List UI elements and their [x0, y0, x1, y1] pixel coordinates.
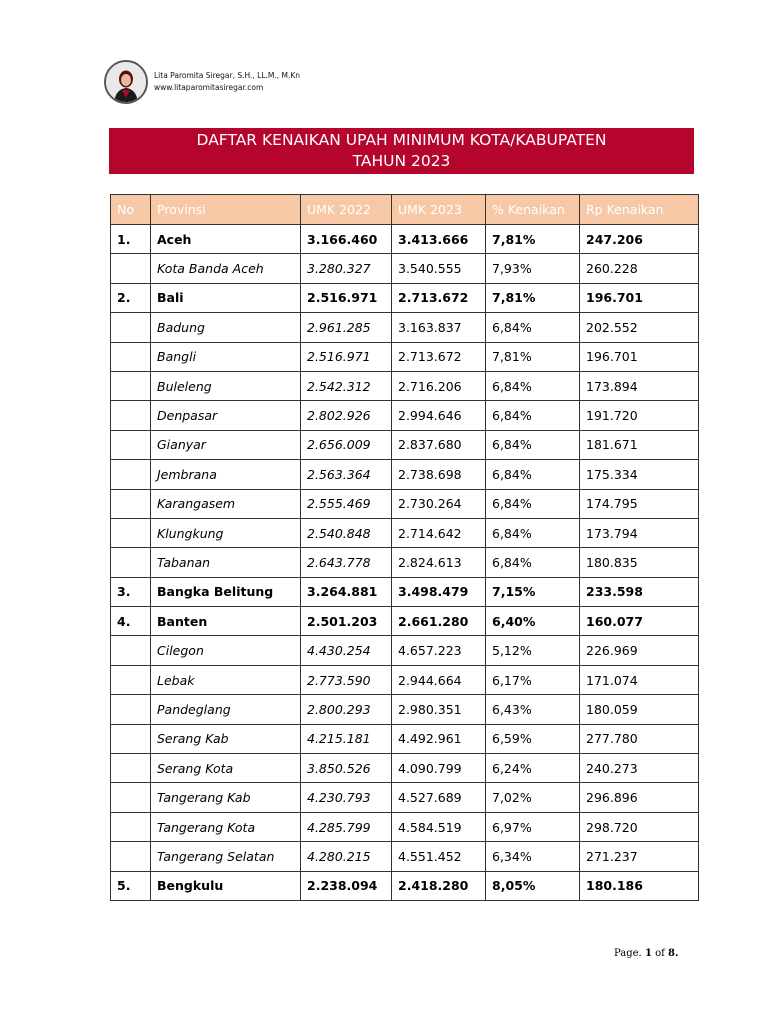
cell-umk-2023: 4.551.452 [392, 842, 486, 871]
cell-umk-2023: 2.713.672 [392, 342, 486, 371]
cell-no [111, 783, 151, 812]
cell-name: Bali [151, 283, 301, 312]
cell-umk-2022: 2.800.293 [301, 695, 392, 724]
cell-rp-kenaikan: 180.835 [580, 548, 699, 577]
cell-rp-kenaikan: 202.552 [580, 313, 699, 342]
cell-pct-kenaikan: 6,40% [486, 607, 580, 636]
cell-umk-2022: 3.166.460 [301, 225, 392, 254]
cell-umk-2022: 4.285.799 [301, 812, 392, 841]
cell-rp-kenaikan: 233.598 [580, 577, 699, 606]
cell-no [111, 548, 151, 577]
cell-umk-2022: 2.563.364 [301, 460, 392, 489]
table-row [111, 225, 699, 254]
cell-umk-2023: 4.090.799 [392, 754, 486, 783]
cell-name: Tabanan [151, 548, 301, 577]
cell-umk-2022: 2.643.778 [301, 548, 392, 577]
umk-table [110, 194, 699, 901]
page-current: 1 [644, 948, 652, 959]
cell-umk-2022: 2.773.590 [301, 665, 392, 694]
cell-no [111, 636, 151, 665]
cell-pct-kenaikan: 6,84% [486, 548, 580, 577]
header-rp-kenaikan: Rp Kenaikan [580, 195, 699, 225]
page-footer [614, 948, 678, 959]
cell-rp-kenaikan: 196.701 [580, 283, 699, 312]
table-row [111, 518, 699, 547]
cell-umk-2023: 4.584.519 [392, 812, 486, 841]
header-pct-kenaikan: % Kenaikan [486, 195, 580, 225]
cell-rp-kenaikan: 191.720 [580, 401, 699, 430]
cell-no [111, 313, 151, 342]
cell-umk-2022: 2.516.971 [301, 283, 392, 312]
cell-no [111, 371, 151, 400]
cell-name: Bangka Belitung [151, 577, 301, 606]
cell-rp-kenaikan: 180.186 [580, 871, 699, 900]
header-umk-2022: UMK 2022 [301, 195, 392, 225]
cell-umk-2023: 2.944.664 [392, 665, 486, 694]
cell-umk-2022: 2.802.926 [301, 401, 392, 430]
cell-umk-2022: 2.656.009 [301, 430, 392, 459]
cell-umk-2023: 4.492.961 [392, 724, 486, 753]
cell-umk-2022: 4.430.254 [301, 636, 392, 665]
cell-name: Lebak [151, 665, 301, 694]
table-row [111, 430, 699, 459]
header-umk-2023: UMK 2023 [392, 195, 486, 225]
cell-rp-kenaikan: 173.894 [580, 371, 699, 400]
cell-name: Pandeglang [151, 695, 301, 724]
cell-rp-kenaikan: 160.077 [580, 607, 699, 636]
table-row [111, 812, 699, 841]
author-header [104, 60, 300, 104]
table-row [111, 489, 699, 518]
cell-umk-2022: 3.850.526 [301, 754, 392, 783]
cell-rp-kenaikan: 173.794 [580, 518, 699, 547]
page-total: 8. [668, 948, 679, 959]
cell-rp-kenaikan: 277.780 [580, 724, 699, 753]
of-label: of [655, 948, 665, 959]
cell-name: Karangasem [151, 489, 301, 518]
cell-name: Tangerang Selatan [151, 842, 301, 871]
cell-no [111, 695, 151, 724]
cell-no [111, 254, 151, 283]
table-row [111, 342, 699, 371]
cell-name: Tangerang Kab [151, 783, 301, 812]
cell-pct-kenaikan: 6,34% [486, 842, 580, 871]
table-row [111, 607, 699, 636]
cell-umk-2022: 3.264.881 [301, 577, 392, 606]
cell-no: 1. [111, 225, 151, 254]
table-row [111, 636, 699, 665]
cell-umk-2023: 2.713.672 [392, 283, 486, 312]
cell-no [111, 518, 151, 547]
cell-umk-2023: 4.657.223 [392, 636, 486, 665]
cell-umk-2022: 4.215.181 [301, 724, 392, 753]
cell-umk-2022: 2.540.848 [301, 518, 392, 547]
cell-umk-2022: 2.542.312 [301, 371, 392, 400]
cell-no [111, 812, 151, 841]
cell-pct-kenaikan: 6,84% [486, 313, 580, 342]
cell-no [111, 724, 151, 753]
cell-no [111, 430, 151, 459]
cell-pct-kenaikan: 7,81% [486, 225, 580, 254]
cell-pct-kenaikan: 7,81% [486, 283, 580, 312]
cell-umk-2023: 2.824.613 [392, 548, 486, 577]
cell-name: Buleleng [151, 371, 301, 400]
cell-umk-2022: 4.230.793 [301, 783, 392, 812]
cell-pct-kenaikan: 6,43% [486, 695, 580, 724]
cell-name: Serang Kota [151, 754, 301, 783]
cell-name: Cilegon [151, 636, 301, 665]
author-website[interactable]: www.litaparomitasiregar.com [154, 83, 264, 92]
header-provinsi: Provinsi [151, 195, 301, 225]
table-row [111, 460, 699, 489]
cell-pct-kenaikan: 6,84% [486, 430, 580, 459]
cell-name: Serang Kab [151, 724, 301, 753]
cell-pct-kenaikan: 6,59% [486, 724, 580, 753]
cell-pct-kenaikan: 6,17% [486, 665, 580, 694]
cell-umk-2023: 2.994.646 [392, 401, 486, 430]
cell-umk-2022: 2.238.094 [301, 871, 392, 900]
header-no: No [111, 195, 151, 225]
cell-umk-2023: 3.413.666 [392, 225, 486, 254]
cell-pct-kenaikan: 6,84% [486, 401, 580, 430]
author-name: Lita Paromita Siregar, S.H., LL.M., M.Kn [154, 71, 301, 80]
cell-no [111, 665, 151, 694]
cell-name: Denpasar [151, 401, 301, 430]
cell-rp-kenaikan: 226.969 [580, 636, 699, 665]
table-row [111, 401, 699, 430]
cell-umk-2022: 2.501.203 [301, 607, 392, 636]
cell-umk-2023: 2.661.280 [392, 607, 486, 636]
table-row [111, 783, 699, 812]
table-row [111, 371, 699, 400]
cell-pct-kenaikan: 6,84% [486, 489, 580, 518]
cell-no: 3. [111, 577, 151, 606]
table-row [111, 283, 699, 312]
cell-name: Banten [151, 607, 301, 636]
table-row [111, 577, 699, 606]
cell-umk-2023: 2.714.642 [392, 518, 486, 547]
table-header-row [111, 195, 699, 225]
cell-no [111, 460, 151, 489]
cell-pct-kenaikan: 7,15% [486, 577, 580, 606]
title-line-2: TAHUN 2023 [352, 152, 451, 170]
cell-umk-2023: 3.540.555 [392, 254, 486, 283]
table-row [111, 665, 699, 694]
cell-pct-kenaikan: 7,02% [486, 783, 580, 812]
cell-umk-2022: 4.280.215 [301, 842, 392, 871]
table-row [111, 724, 699, 753]
table-row [111, 695, 699, 724]
cell-umk-2023: 2.418.280 [392, 871, 486, 900]
cell-pct-kenaikan: 7,93% [486, 254, 580, 283]
cell-pct-kenaikan: 8,05% [486, 871, 580, 900]
cell-name: Jembrana [151, 460, 301, 489]
cell-rp-kenaikan: 260.228 [580, 254, 699, 283]
table-row [111, 871, 699, 900]
cell-name: Bengkulu [151, 871, 301, 900]
cell-rp-kenaikan: 175.334 [580, 460, 699, 489]
cell-umk-2022: 2.961.285 [301, 313, 392, 342]
cell-umk-2023: 3.163.837 [392, 313, 486, 342]
cell-no [111, 754, 151, 783]
cell-pct-kenaikan: 6,84% [486, 518, 580, 547]
cell-rp-kenaikan: 298.720 [580, 812, 699, 841]
table-row [111, 754, 699, 783]
cell-name: Bangli [151, 342, 301, 371]
cell-name: Klungkung [151, 518, 301, 547]
cell-umk-2023: 2.730.264 [392, 489, 486, 518]
cell-umk-2023: 4.527.689 [392, 783, 486, 812]
cell-rp-kenaikan: 240.273 [580, 754, 699, 783]
cell-rp-kenaikan: 181.671 [580, 430, 699, 459]
cell-rp-kenaikan: 174.795 [580, 489, 699, 518]
cell-pct-kenaikan: 6,84% [486, 460, 580, 489]
author-avatar [104, 60, 148, 104]
cell-rp-kenaikan: 271.237 [580, 842, 699, 871]
cell-rp-kenaikan: 171.074 [580, 665, 699, 694]
author-block [154, 70, 300, 94]
cell-umk-2023: 3.498.479 [392, 577, 486, 606]
cell-rp-kenaikan: 296.896 [580, 783, 699, 812]
cell-no: 5. [111, 871, 151, 900]
cell-no [111, 489, 151, 518]
table-row [111, 842, 699, 871]
cell-umk-2022: 2.555.469 [301, 489, 392, 518]
cell-umk-2023: 2.980.351 [392, 695, 486, 724]
cell-pct-kenaikan: 6,84% [486, 371, 580, 400]
cell-name: Tangerang Kota [151, 812, 301, 841]
title-line-1: DAFTAR KENAIKAN UPAH MINIMUM KOTA/KABUPATEN [196, 131, 607, 149]
cell-umk-2023: 2.837.680 [392, 430, 486, 459]
cell-no [111, 342, 151, 371]
page-label: Page. [614, 948, 642, 959]
cell-name: Kota Banda Aceh [151, 254, 301, 283]
author-photo-icon [106, 62, 146, 102]
cell-pct-kenaikan: 6,97% [486, 812, 580, 841]
cell-pct-kenaikan: 7,81% [486, 342, 580, 371]
table-row [111, 254, 699, 283]
cell-name: Aceh [151, 225, 301, 254]
cell-rp-kenaikan: 196.701 [580, 342, 699, 371]
cell-umk-2022: 3.280.327 [301, 254, 392, 283]
cell-rp-kenaikan: 180.059 [580, 695, 699, 724]
cell-no [111, 842, 151, 871]
cell-umk-2023: 2.738.698 [392, 460, 486, 489]
cell-no: 4. [111, 607, 151, 636]
cell-name: Badung [151, 313, 301, 342]
cell-pct-kenaikan: 5,12% [486, 636, 580, 665]
cell-umk-2023: 2.716.206 [392, 371, 486, 400]
document-title [109, 128, 694, 174]
table-row [111, 548, 699, 577]
cell-no: 2. [111, 283, 151, 312]
cell-umk-2022: 2.516.971 [301, 342, 392, 371]
cell-no [111, 401, 151, 430]
cell-pct-kenaikan: 6,24% [486, 754, 580, 783]
table-body [111, 225, 699, 901]
cell-rp-kenaikan: 247.206 [580, 225, 699, 254]
cell-name: Gianyar [151, 430, 301, 459]
table-row [111, 313, 699, 342]
